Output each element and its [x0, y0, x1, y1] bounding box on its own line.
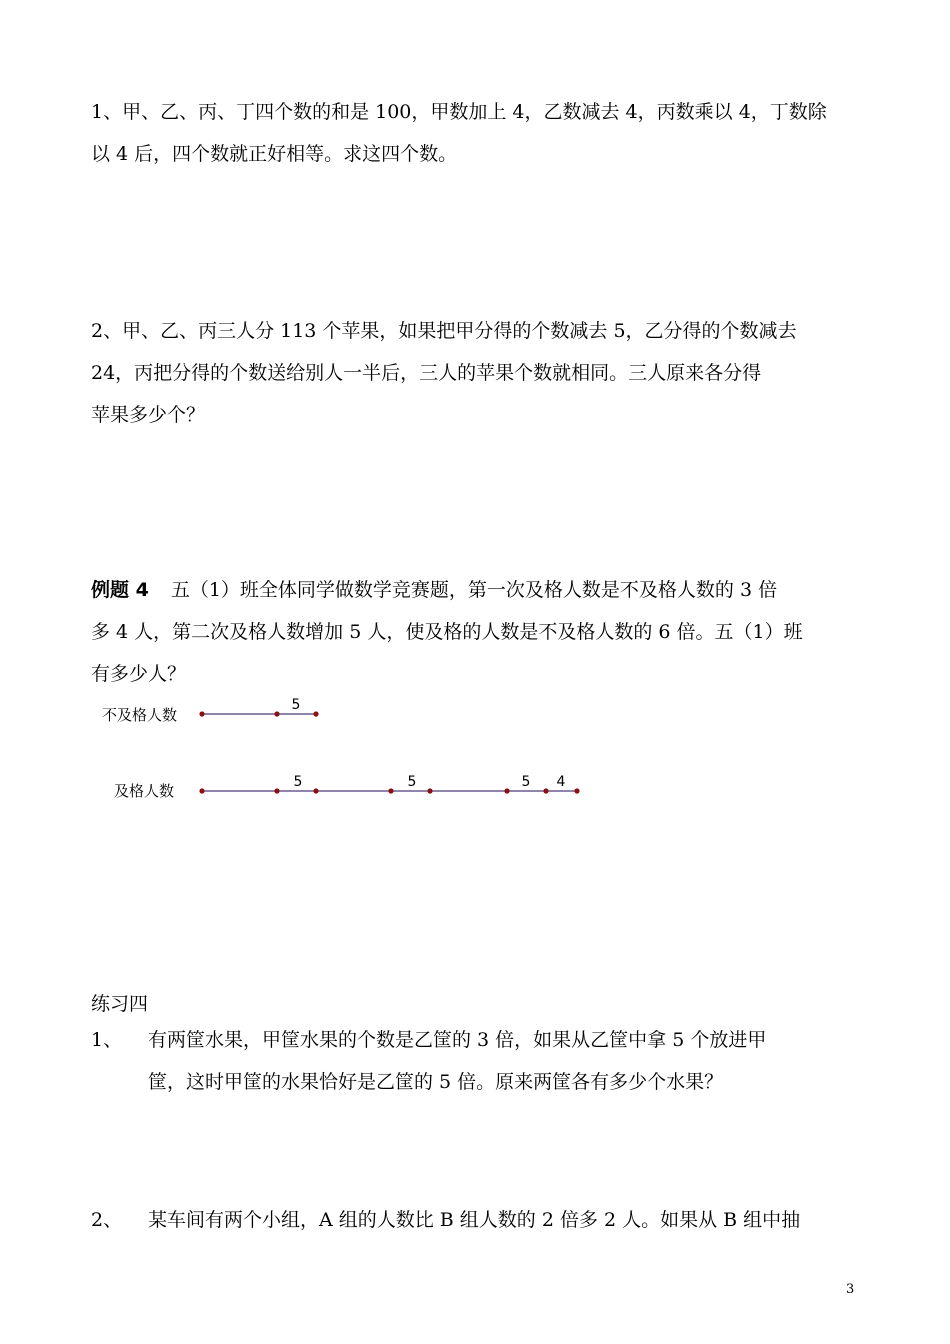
pass-line-point [313, 788, 318, 793]
fail-line-point [274, 711, 279, 716]
pass-line-point [199, 788, 204, 793]
problem-1-line-2: 以 4 后，四个数就正好相等。求这四个数。 [91, 143, 458, 165]
pass-segment-label-4: 4 [556, 774, 566, 790]
item-1-line-2: 筐，这时甲筐的水果恰好是乙筐的 5 倍。原来两筐各有多少个水果？ [148, 1071, 724, 1093]
example-4-line-1: 五（1）班全体同学做数学竞赛题，第一次及格人数是不及格人数的 3 倍 [170, 579, 778, 601]
fail-line-point [313, 711, 318, 716]
pass-line-point [427, 788, 432, 793]
exercise-4-item-1 [91, 1019, 861, 1103]
item-2-number: 2、 [91, 1209, 123, 1231]
pass-segment-label-1: 5 [293, 774, 303, 790]
example-4 [91, 569, 861, 695]
item-1-line-1: 有两筐水果，甲筐水果的个数是乙筐的 3 倍，如果从乙筐中拿 5 个放进甲 [148, 1029, 767, 1051]
pass-line-point [504, 788, 509, 793]
pass-line-point [388, 788, 393, 793]
exercise-4-item-2 [91, 1199, 861, 1241]
pass-segment-label-2: 5 [407, 774, 417, 790]
problem-1-line-1: 1、甲、乙、丙、丁四个数的和是 100，甲数加上 4，乙数减去 4，丙数乘以 4，丁数除 [91, 101, 827, 123]
problem-2-line-1: 2、甲、乙、丙三人分 113 个苹果，如果把甲分得的个数减去 5，乙分得的个数减去 [91, 320, 797, 342]
problem-1 [91, 91, 861, 175]
exercise-4-heading: 练习四 [91, 993, 149, 1015]
problem-2-line-2: 24，丙把分得的个数送给别人一半后，三人的苹果个数就相同。三人原来各分得 [91, 362, 762, 384]
item-1-number: 1、 [91, 1029, 123, 1051]
pass-segment-label-3: 5 [521, 774, 531, 790]
example-4-label: 例题 4 [91, 579, 149, 601]
fail-count-label: 不及格人数 [102, 706, 178, 724]
item-2-line-1: 某车间有两个小组，A 组的人数比 B 组人数的 2 倍多 2 人。如果从 B 组中抽 [148, 1209, 801, 1231]
example-4-line-3: 有多少人？ [91, 663, 187, 685]
problem-2-line-3: 苹果多少个？ [91, 404, 206, 426]
fail-line-point [199, 711, 204, 716]
problem-2 [91, 310, 861, 436]
pass-line-point [574, 788, 579, 793]
pass-line-point [543, 788, 548, 793]
pass-count-label: 及格人数 [114, 782, 175, 800]
example-4-line-2: 多 4 人，第二次及格人数增加 5 人，使及格的人数是不及格人数的 6 倍。五（1）班 [91, 621, 803, 643]
fail-segment-label: 5 [291, 697, 301, 713]
page-number: 3 [846, 1282, 855, 1297]
pass-line-point [274, 788, 279, 793]
line-segment-diagram [90, 690, 610, 810]
